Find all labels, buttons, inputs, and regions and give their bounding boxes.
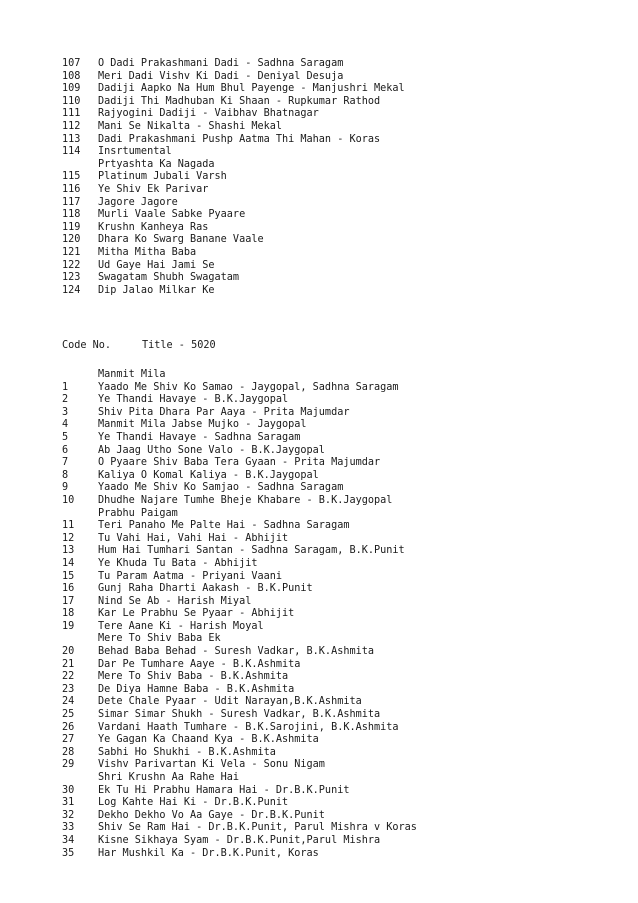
- track-title: Murli Vaale Sabke Pyaare: [98, 209, 246, 221]
- list-item: [62, 260, 622, 273]
- track-number: 123: [62, 272, 81, 284]
- list-item: [62, 722, 622, 735]
- track-number: 15: [62, 570, 75, 582]
- list-item: [62, 671, 622, 684]
- track-title: Behad Baba Behad - Suresh Vadkar, B.K.Ashmita: [98, 646, 375, 658]
- list-item: [62, 520, 622, 533]
- track-list-continued: [62, 58, 622, 297]
- track-title: Log Kahte Hai Ki - Dr.B.K.Punit: [98, 797, 289, 809]
- track-number: 13: [62, 545, 75, 557]
- track-title: Ye Shiv Ek Parivar: [98, 183, 209, 195]
- track-title: Manmit Mila Jabse Mujko - Jaygopal: [98, 419, 307, 431]
- list-item: [62, 684, 622, 697]
- track-title: Jagore Jagore: [98, 196, 178, 208]
- track-title: Dhudhe Najare Tumhe Bheje Khabare - B.K.Jaygopal: [98, 494, 393, 506]
- track-number: 24: [62, 696, 75, 708]
- track-number: 23: [62, 683, 75, 695]
- list-item: [62, 583, 622, 596]
- list-item: [62, 696, 622, 709]
- list-item: [62, 71, 622, 84]
- track-title: Sabhi Ho Shukhi - B.K.Ashmita: [98, 746, 276, 758]
- track-number: 108: [62, 70, 81, 82]
- track-number: 4: [62, 419, 69, 431]
- track-number: 31: [62, 797, 75, 809]
- list-item: [62, 419, 622, 432]
- track-title: Dhara Ko Swarg Banane Vaale: [98, 234, 264, 246]
- track-number: 16: [62, 583, 75, 595]
- track-number: 21: [62, 658, 75, 670]
- title-header: Title - 5020: [142, 340, 216, 351]
- track-number: 3: [62, 406, 69, 418]
- track-title: Mani Se Nikalta - Shashi Mekal: [98, 120, 283, 132]
- list-item: [62, 432, 622, 445]
- track-number: 114: [62, 146, 81, 158]
- track-title: Nind Se Ab - Harish Miyal: [98, 595, 252, 607]
- list-item: [62, 146, 622, 159]
- track-title: Shiv Pita Dhara Par Aaya - Prita Majumdar: [98, 406, 350, 418]
- list-item: [62, 382, 622, 395]
- track-title: Hum Hai Tumhari Santan - Sadhna Saragam, B.K.Punit: [98, 545, 405, 557]
- list-item: [62, 369, 622, 382]
- list-item: [62, 533, 622, 546]
- list-item: [62, 159, 622, 172]
- list-item: [62, 272, 622, 285]
- track-number: 120: [62, 234, 81, 246]
- list-item: [62, 659, 622, 672]
- track-number: 32: [62, 809, 75, 821]
- track-number: 27: [62, 734, 75, 746]
- list-item: [62, 822, 622, 835]
- track-title: Shiv Se Ram Hai - Dr.B.K.Punit, Parul Mishra v Koras: [98, 822, 417, 834]
- track-title: Vishv Parivartan Ki Vela - Sonu Nigam: [98, 759, 325, 771]
- track-number: 109: [62, 83, 81, 95]
- track-title: Ye Thandi Havaye - B.K.Jaygopal: [98, 394, 289, 406]
- track-number: [62, 633, 98, 646]
- track-number: 119: [62, 221, 81, 233]
- track-title: Dete Chale Pyaar - Udit Narayan,B.K.Ashmita: [98, 696, 362, 708]
- section-header: [62, 339, 622, 353]
- list-item: [62, 810, 622, 823]
- track-title: Tu Param Aatma - Priyani Vaani: [98, 570, 283, 582]
- track-number: [62, 159, 98, 172]
- list-item: [62, 247, 622, 260]
- track-title: Dar Pe Tumhare Aaye - B.K.Ashmita: [98, 658, 301, 670]
- list-item: [62, 470, 622, 483]
- track-number: 18: [62, 608, 75, 620]
- track-title: Platinum Jubali Varsh: [98, 171, 227, 183]
- track-number: 2: [62, 394, 69, 406]
- track-title: Ye Gagan Ka Chaand Kya - B.K.Ashmita: [98, 734, 319, 746]
- track-number: 33: [62, 822, 75, 834]
- track-title: Prtyashta Ka Nagada: [98, 158, 215, 170]
- track-title: De Diya Hamne Baba - B.K.Ashmita: [98, 683, 295, 695]
- list-item: [62, 571, 622, 584]
- list-item: [62, 508, 622, 521]
- list-item: [62, 835, 622, 848]
- track-number: 107: [62, 58, 81, 69]
- list-item: [62, 482, 622, 495]
- track-title: Mere To Shiv Baba - B.K.Ashmita: [98, 671, 289, 683]
- track-title: Teri Panaho Me Palte Hai - Sadhna Saragam: [98, 520, 350, 532]
- code-number-header: Code No.: [62, 340, 112, 351]
- list-item: [62, 772, 622, 785]
- track-title: Prabhu Paigam: [98, 507, 178, 519]
- track-number: [62, 772, 98, 785]
- track-number: 22: [62, 671, 75, 683]
- list-item: [62, 197, 622, 210]
- list-item: [62, 596, 622, 609]
- list-item: [62, 209, 622, 222]
- track-title: Rajyogini Dadiji - Vaibhav Bhatnagar: [98, 108, 319, 120]
- track-list-5020: [62, 369, 622, 860]
- track-title: O Dadi Prakashmani Dadi - Sadhna Saragam: [98, 58, 344, 69]
- track-title: Mere To Shiv Baba Ek: [98, 633, 221, 645]
- list-item: [62, 608, 622, 621]
- track-title: Mitha Mitha Baba: [98, 246, 197, 258]
- track-title: Yaado Me Shiv Ko Samao - Jaygopal, Sadhna Saragam: [98, 381, 399, 393]
- track-number: 7: [62, 457, 69, 469]
- track-number: 28: [62, 746, 75, 758]
- track-number: 11: [62, 520, 75, 532]
- track-number: 110: [62, 95, 81, 107]
- track-number: 12: [62, 532, 75, 544]
- track-number: 29: [62, 759, 75, 771]
- list-item: [62, 83, 622, 96]
- track-title: Dadiji Thi Madhuban Ki Shaan - Rupkumar Rathod: [98, 95, 381, 107]
- track-number: 121: [62, 246, 81, 258]
- track-title: Ud Gaye Hai Jami Se: [98, 259, 215, 271]
- track-number: 30: [62, 784, 75, 796]
- list-item: [62, 646, 622, 659]
- track-title: Ek Tu Hi Prabhu Hamara Hai - Dr.B.K.Punit: [98, 784, 350, 796]
- track-title: Har Mushkil Ka - Dr.B.K.Punit, Koras: [98, 847, 319, 859]
- track-number: 8: [62, 469, 69, 481]
- list-item: [62, 759, 622, 772]
- track-number: 112: [62, 120, 81, 132]
- track-title: Kaliya O Komal Kaliya - B.K.Jaygopal: [98, 469, 319, 481]
- list-item: [62, 495, 622, 508]
- track-number: 17: [62, 595, 75, 607]
- list-item: [62, 785, 622, 798]
- list-item: [62, 394, 622, 407]
- track-number: 118: [62, 209, 81, 221]
- track-number: 124: [62, 284, 81, 296]
- list-item: [62, 633, 622, 646]
- list-item: [62, 734, 622, 747]
- list-item: [62, 621, 622, 634]
- track-number: 10: [62, 494, 75, 506]
- list-item: [62, 747, 622, 760]
- track-number: 9: [62, 482, 69, 494]
- track-number: 117: [62, 196, 81, 208]
- track-number: 5: [62, 431, 69, 443]
- list-item: [62, 709, 622, 722]
- track-title: Yaado Me Shiv Ko Samjao - Sadhna Saragam: [98, 482, 344, 494]
- track-title: Kisne Sikhaya Syam - Dr.B.K.Punit,Parul Mishra: [98, 834, 381, 846]
- track-title: Ab Jaag Utho Sone Valo - B.K.Jaygopal: [98, 444, 325, 456]
- list-item: [62, 171, 622, 184]
- track-number: 20: [62, 646, 75, 658]
- list-item: [62, 848, 622, 861]
- track-title: Dadi Prakashmani Pushp Aatma Thi Mahan - Koras: [98, 133, 381, 145]
- track-title: Ye Khuda Tu Bata - Abhijit: [98, 557, 258, 569]
- track-title: Tere Aane Ki - Harish Moyal: [98, 620, 264, 632]
- track-title: Swagatam Shubh Swagatam: [98, 272, 240, 284]
- list-item: [62, 457, 622, 470]
- track-number: 26: [62, 721, 75, 733]
- track-title: Manmit Mila: [98, 369, 166, 380]
- track-title: Kar Le Prabhu Se Pyaar - Abhijit: [98, 608, 295, 620]
- track-number: 116: [62, 183, 81, 195]
- track-title: Krushn Kanheya Ras: [98, 221, 209, 233]
- list-item: [62, 558, 622, 571]
- list-item: [62, 134, 622, 147]
- track-title: Shri Krushn Aa Rahe Hai: [98, 772, 240, 783]
- track-title: Ye Thandi Havaye - Sadhna Saragam: [98, 431, 301, 443]
- list-item: [62, 222, 622, 235]
- track-number: 14: [62, 557, 75, 569]
- list-item: [62, 797, 622, 810]
- list-item: [62, 545, 622, 558]
- track-title: Tu Vahi Hai, Vahi Hai - Abhijit: [98, 532, 289, 544]
- list-item: [62, 58, 622, 71]
- track-title: Dadiji Aapko Na Hum Bhul Payenge - Manjushri Mekal: [98, 83, 405, 95]
- track-number: 19: [62, 620, 75, 632]
- list-item: [62, 108, 622, 121]
- track-number: 34: [62, 834, 75, 846]
- track-number: [62, 508, 98, 521]
- track-number: 115: [62, 171, 81, 183]
- track-number: [62, 369, 98, 382]
- track-number: 111: [62, 108, 81, 120]
- list-item: [62, 121, 622, 134]
- track-number: 113: [62, 133, 81, 145]
- track-title: Simar Simar Shukh - Suresh Vadkar, B.K.Ashmita: [98, 709, 381, 721]
- track-number: 35: [62, 847, 75, 859]
- list-item: [62, 184, 622, 197]
- list-item: [62, 445, 622, 458]
- list-item: [62, 234, 622, 247]
- track-title: Dip Jalao Milkar Ke: [98, 284, 215, 296]
- track-number: 6: [62, 444, 69, 456]
- list-item: [62, 407, 622, 420]
- track-title: Vardani Haath Tumhare - B.K.Sarojini, B.K.Ashmita: [98, 721, 399, 733]
- track-title: Gunj Raha Dharti Aakash - B.K.Punit: [98, 583, 313, 595]
- track-title: O Pyaare Shiv Baba Tera Gyaan - Prita Majumdar: [98, 457, 381, 469]
- list-item: [62, 96, 622, 109]
- track-title: Meri Dadi Vishv Ki Dadi - Deniyal Desuja: [98, 70, 344, 82]
- track-number: 25: [62, 709, 75, 721]
- track-number: 1: [62, 381, 69, 393]
- track-title: Insrtumental: [98, 146, 172, 158]
- list-item: [62, 285, 622, 298]
- track-title: Dekho Dekho Vo Aa Gaye - Dr.B.K.Punit: [98, 809, 325, 821]
- track-number: 122: [62, 259, 81, 271]
